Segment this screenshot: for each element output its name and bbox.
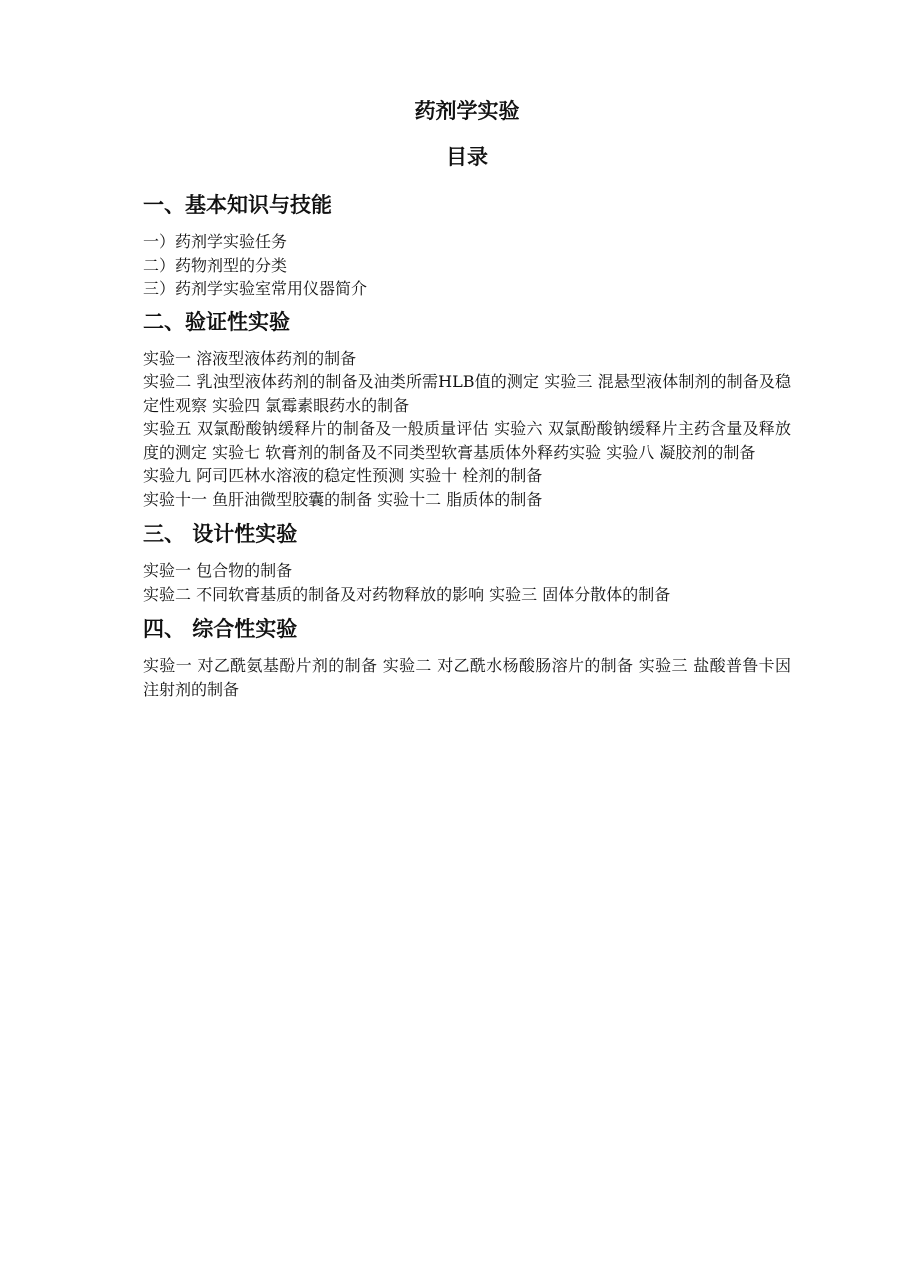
section-heading-comprehensive-experiments: 四、 综合性实验 [143,617,298,641]
section-heading-design-experiments: 三、 设计性实验 [143,522,298,546]
toc-entry: 三）药剂学实验室常用仪器简介 [143,279,368,298]
document-title: 药剂学实验 [414,99,520,123]
section-heading-verification-experiments: 二、验证性实验 [143,309,290,334]
section-heading-basic-knowledge: 一、基本知识与技能 [143,193,332,217]
toc-entry: 实验十一 鱼肝油微型胶囊的制备 实验十二 脂质体的制备 [143,489,543,509]
toc-title: 目录 [446,145,488,169]
toc-entry: 实验一 对乙酰氨基酚片剂的制备 实验二 对乙酰水杨酸肠溶片的制备 实验三 盐酸普鲁卡因注射剂的制备 [143,656,791,699]
section-body-basic-knowledge [143,230,791,301]
section-body-verification-experiments [143,347,791,512]
toc-entry: 实验五 双氯酚酸钠缓释片的制备及一般质量评估 实验六 双氯酚酸钠缓释片主药含量及释放度的测定 实验七 软膏剂的制备及不同类型软膏基质体外释药实验 实验八 凝胶剂的制备 [143,419,791,462]
toc-entry: 实验一 包合物的制备 [143,561,293,580]
document-content [143,96,791,701]
toc-entry: 实验九 阿司匹林水溶液的稳定性预测 实验十 栓剂的制备 [143,466,543,485]
section-body-design-experiments [143,559,791,606]
toc-entry: 一）药剂学实验任务 [143,232,288,251]
section-body-comprehensive-experiments [143,654,791,701]
toc-entry: 实验一 溶液型液体药剂的制备 [143,348,357,368]
toc-entry: 实验二 乳浊型液体药剂的制备及油类所需HLB值的测定 实验三 混悬型液体制剂的制备及稳定性观察 实验四 氯霉素眼药水的制备 [143,372,791,415]
toc-entry: 二）药物剂型的分类 [143,255,288,275]
toc-entry: 实验二 不同软膏基质的制备及对药物释放的影响 实验三 固体分散体的制备 [143,584,671,604]
